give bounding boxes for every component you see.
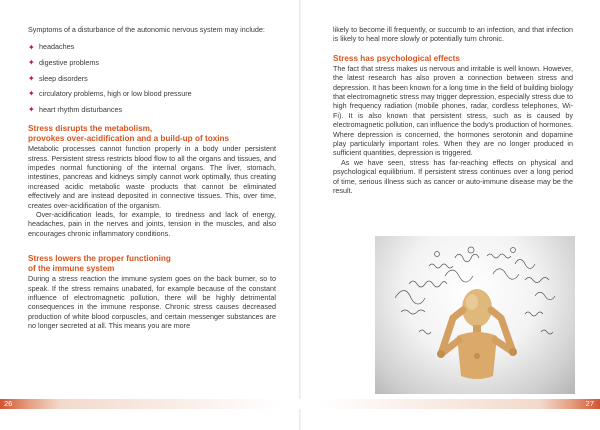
section-heading-immune: Stress lowers the proper functioning of the immune system: [28, 254, 171, 274]
right-folio-band: [300, 399, 600, 409]
mannequin-head: [462, 289, 492, 327]
list-item: ✦ digestive problems: [28, 58, 99, 68]
red-star-bullet-icon: ✦: [28, 73, 35, 83]
continuation-text: likely to become ill frequently, or succumb to an infection, and that infection is likely to heal more slowly or potentially turn chronic.: [333, 25, 573, 44]
red-star-bullet-icon: ✦: [28, 104, 35, 114]
red-star-bullet-icon: ✦: [28, 89, 35, 99]
psychological-paragraph-2: As we have seen, stress has far-reaching effects on physical and psychological equilibrium. If persistent stress continues over a long period of time, serious illness such as cancer or auto-immune disease may be the result.: [333, 157, 573, 196]
left-folio-band: [0, 399, 300, 409]
symptom-list: [28, 42, 276, 114]
section-heading-metabolism: Stress disrupts the metabolism, provokes over-acidification and a build-up of toxins: [28, 124, 230, 144]
book-gutter: [299, 0, 301, 430]
page-number-left: 26: [4, 399, 13, 408]
psychological-paragraph-1: The fact that stress makes us nervous and irritable is well known. However, the latest research has also proven a connection between stress and depression. It has been known for a long time in the field of building biology that electromagnetic stress may trigger depression, especially stress due to high frequency radiation (mobile phones, radar, cordless telephones, Wi-Fi). It is also known that persistent stress, such as is caused by electromagnetic pollution, can influence the body’s production of hormones. Where depression is concerned, the hormones serotonin and dopamine play particularly important roles. When they are no longer produced in sufficient quantities, depression is triggered.: [333, 63, 573, 158]
stress-mannequin-figure: [375, 236, 575, 394]
right-column: [333, 25, 573, 196]
metabolism-paragraph-1: Metabolic processes cannot function properly in a body under persistent stress. Persistent stress restricts blood flow to all the organs and tissues, and impedes normal functioning of the internal organs. The liver, stomach, intestines, pancreas and kidneys simply cannot work optimally, thus creating increased acidic metabolic waste products that cannot be eliminated effectively and are instead deposited in connective tissues. This, over time, creates over-acidification of the organism.: [28, 144, 276, 210]
intro-text: Symptoms of a disturbance of the autonomic nervous system may include:: [28, 25, 265, 34]
list-item: ✦ heart rhythm disturbances: [28, 104, 123, 114]
list-item: ✦ circulatory problems, high or low blood pressure: [28, 89, 192, 99]
metabolism-paragraph-2: Over-acidification leads, for example, to tiredness and lack of energy, headaches, pain in the nerves and joints, tension in the muscles, and also encourages chronic inflammatory conditions.: [28, 210, 276, 238]
list-item: ✦ sleep disorders: [28, 73, 88, 83]
wooden-mannequin-scribble-thoughts-icon: [375, 236, 575, 394]
left-column: [28, 25, 276, 331]
immune-paragraph: During a stress reaction the immune system goes on the back burner, so to speak. If the stress remains unabated, for example because of the constant influence of electromagnetic pollution, there will be highly detrimental consequences in the immune response. Chronic stress causes decreased production of white blood corpuscles, and certain messenger substances are no longer secreted at all. This means you are more: [28, 274, 276, 331]
red-star-bullet-icon: ✦: [28, 58, 35, 68]
red-star-bullet-icon: ✦: [28, 42, 35, 52]
page-number-right: 27: [585, 399, 594, 408]
list-item: ✦ headaches: [28, 42, 75, 52]
section-heading-psychological: Stress has psychological effects: [333, 53, 460, 63]
